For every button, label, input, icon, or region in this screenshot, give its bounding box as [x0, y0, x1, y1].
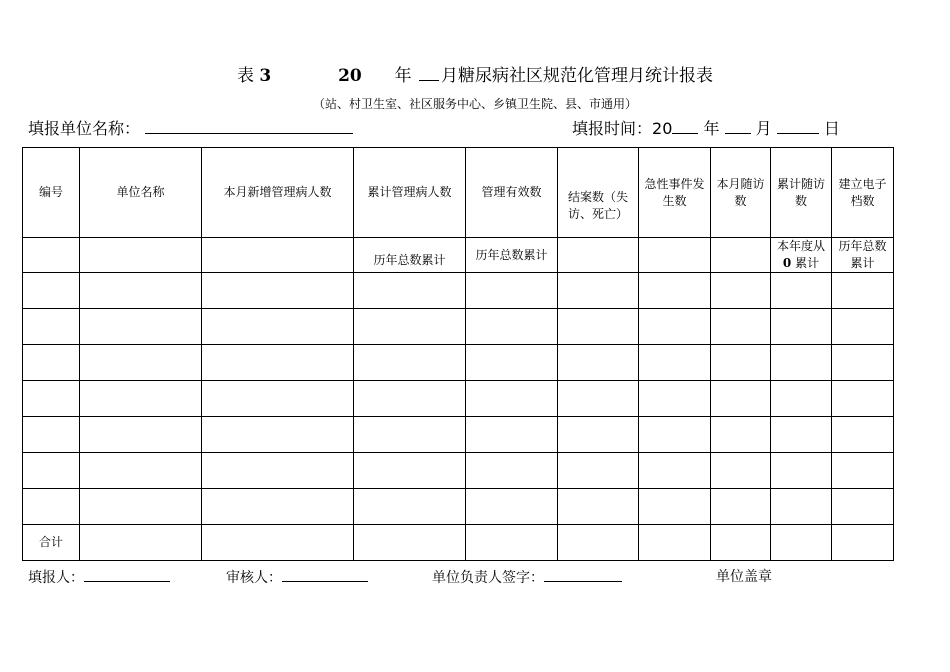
table-cell[interactable]	[466, 453, 558, 489]
table-cell[interactable]	[80, 417, 202, 453]
table-cell[interactable]	[832, 417, 894, 453]
footer-leader-field[interactable]	[544, 566, 622, 582]
footer-reviewer-field[interactable]	[282, 566, 368, 582]
title-number: 3	[259, 66, 272, 86]
note-cumulative-followup	[771, 238, 832, 273]
table-cell[interactable]	[639, 381, 711, 417]
table-cell[interactable]	[558, 525, 639, 561]
total-row	[23, 525, 894, 561]
table-cell[interactable]	[639, 273, 711, 309]
fill-unit-row	[28, 116, 353, 139]
note-cumulative-followup-line1: 本年度从	[776, 239, 825, 253]
fill-time-year-field[interactable]	[672, 117, 698, 134]
header-row	[23, 148, 894, 238]
fill-time-label: 填报时间：	[572, 119, 653, 138]
table-cell[interactable]	[202, 273, 354, 309]
table-cell[interactable]	[558, 453, 639, 489]
table-cell[interactable]	[80, 489, 202, 525]
table-cell[interactable]	[639, 489, 711, 525]
footer-reviewer	[226, 566, 368, 587]
table-cell[interactable]	[202, 309, 354, 345]
note-cell[interactable]	[639, 238, 711, 273]
table-cell[interactable]	[80, 309, 202, 345]
footer-filler-field[interactable]	[84, 566, 170, 582]
header-new-patients: 本月新增管理病人数	[202, 148, 354, 238]
table-cell[interactable]	[23, 345, 80, 381]
table-row	[23, 309, 894, 345]
header-id: 编号	[23, 148, 80, 238]
table-cell[interactable]	[832, 345, 894, 381]
table-cell[interactable]	[771, 489, 832, 525]
fill-time-year-prefix: 20	[652, 119, 673, 138]
table-row	[23, 381, 894, 417]
table-cell[interactable]	[771, 345, 832, 381]
header-acute-events: 急性事件发生数	[639, 148, 711, 238]
title-prefix: 表	[237, 66, 255, 86]
footer-filler	[28, 566, 170, 587]
table-cell[interactable]	[80, 381, 202, 417]
note-effective: 历年总数累计	[466, 238, 558, 273]
note-row	[23, 238, 894, 273]
header-cumulative-patients: 累计管理病人数	[354, 148, 466, 238]
table-cell[interactable]	[354, 525, 466, 561]
table-cell[interactable]	[558, 345, 639, 381]
table-cell[interactable]	[771, 417, 832, 453]
footer-reviewer-label: 审核人：	[226, 570, 282, 586]
note-cell[interactable]	[558, 238, 639, 273]
table-cell[interactable]	[466, 525, 558, 561]
table-cell[interactable]	[771, 309, 832, 345]
table-cell[interactable]	[639, 345, 711, 381]
table-row	[23, 273, 894, 309]
table-cell[interactable]	[466, 273, 558, 309]
report-title	[0, 61, 950, 86]
table-cell[interactable]	[711, 453, 771, 489]
fill-time-month: 月	[755, 119, 772, 138]
table-cell[interactable]	[639, 309, 711, 345]
table-cell[interactable]	[771, 381, 832, 417]
table-cell[interactable]	[558, 309, 639, 345]
header-effective: 管理有效数	[466, 148, 558, 238]
note-cumulative-word: 累计	[795, 256, 820, 270]
title-rest: 月糖尿病社区规范化管理月统计报表	[440, 66, 713, 86]
table-cell[interactable]	[711, 345, 771, 381]
table-cell[interactable]	[771, 525, 832, 561]
table-cell[interactable]	[558, 273, 639, 309]
table-cell[interactable]	[202, 453, 354, 489]
total-label: 合计	[23, 525, 80, 561]
table-row	[23, 489, 894, 525]
table-cell[interactable]	[711, 489, 771, 525]
table-cell[interactable]	[832, 525, 894, 561]
header-closed: 结案数（失访、死亡）	[558, 148, 639, 238]
table-cell[interactable]	[80, 273, 202, 309]
note-cell[interactable]	[23, 238, 80, 273]
table-cell[interactable]	[202, 417, 354, 453]
table-cell[interactable]	[711, 273, 771, 309]
fill-unit-label: 填报单位名称：	[28, 119, 141, 138]
table-cell[interactable]	[832, 489, 894, 525]
table-row	[23, 453, 894, 489]
fill-time-month-field[interactable]	[725, 117, 751, 134]
note-ehr: 历年总数累计	[832, 238, 894, 273]
note-cell[interactable]	[711, 238, 771, 273]
header-ehr: 建立电子档数	[832, 148, 894, 238]
table-cell[interactable]	[466, 345, 558, 381]
table-cell[interactable]	[639, 453, 711, 489]
header-monthly-followup: 本月随访数	[711, 148, 771, 238]
note-cumulative-patients: 历年总数累计	[354, 238, 466, 273]
title-year-prefix: 20	[338, 66, 362, 86]
table-cell[interactable]	[558, 381, 639, 417]
report-subtitle: （站、村卫生室、社区服务中心、乡镇卫生院、县、市通用）	[312, 97, 637, 111]
header-cumulative-followup: 累计随访数	[771, 148, 832, 238]
table-cell[interactable]	[558, 417, 639, 453]
table-cell[interactable]	[202, 525, 354, 561]
table-cell[interactable]	[711, 417, 771, 453]
fill-time-row	[572, 116, 840, 139]
note-cumulative-followup-line2	[773, 255, 829, 272]
table-cell[interactable]	[832, 453, 894, 489]
note-zero: 0	[782, 256, 792, 270]
table-cell[interactable]	[354, 381, 466, 417]
table-cell[interactable]	[80, 453, 202, 489]
table-row	[23, 417, 894, 453]
fill-time-year: 年	[703, 119, 720, 138]
table-cell[interactable]	[354, 345, 466, 381]
table-cell[interactable]	[23, 417, 80, 453]
table-cell[interactable]	[832, 273, 894, 309]
title-year-label: 年	[394, 66, 412, 86]
table-cell[interactable]	[80, 525, 202, 561]
table-cell[interactable]	[354, 453, 466, 489]
table-cell[interactable]	[711, 525, 771, 561]
table-cell[interactable]	[23, 273, 80, 309]
table-cell[interactable]	[466, 417, 558, 453]
table-cell[interactable]	[832, 309, 894, 345]
table-cell[interactable]	[23, 309, 80, 345]
table-cell[interactable]	[80, 345, 202, 381]
table-cell[interactable]	[771, 453, 832, 489]
header-unit-name: 单位名称	[80, 148, 202, 238]
table-cell[interactable]	[354, 309, 466, 345]
fill-time-day-field[interactable]	[777, 117, 819, 134]
table-cell[interactable]	[558, 489, 639, 525]
table-cell[interactable]	[466, 381, 558, 417]
table-cell[interactable]	[832, 381, 894, 417]
note-cell[interactable]	[80, 238, 202, 273]
table-cell[interactable]	[23, 381, 80, 417]
table-cell[interactable]	[639, 417, 711, 453]
table-cell[interactable]	[639, 525, 711, 561]
table-cell[interactable]	[202, 345, 354, 381]
footer-leader-label: 单位负责人签字：	[432, 570, 544, 586]
table-cell[interactable]	[202, 489, 354, 525]
table-cell[interactable]	[202, 381, 354, 417]
table-cell[interactable]	[354, 417, 466, 453]
note-cell[interactable]	[202, 238, 354, 273]
table-cell[interactable]	[354, 489, 466, 525]
table-cell[interactable]	[771, 273, 832, 309]
table-cell[interactable]	[23, 453, 80, 489]
table-row	[23, 345, 894, 381]
table-cell[interactable]	[23, 489, 80, 525]
table-cell[interactable]	[711, 381, 771, 417]
statistics-table	[22, 147, 894, 561]
footer-seal: 单位盖章	[716, 569, 772, 585]
table-cell[interactable]	[354, 273, 466, 309]
table-cell[interactable]	[466, 309, 558, 345]
fill-time-day: 日	[823, 119, 840, 138]
footer-leader	[432, 566, 622, 587]
title-month-blank[interactable]	[419, 66, 439, 81]
fill-unit-field[interactable]	[145, 117, 353, 134]
footer-filler-label: 填报人：	[28, 570, 84, 586]
table-cell[interactable]	[466, 489, 558, 525]
table-cell[interactable]	[711, 309, 771, 345]
